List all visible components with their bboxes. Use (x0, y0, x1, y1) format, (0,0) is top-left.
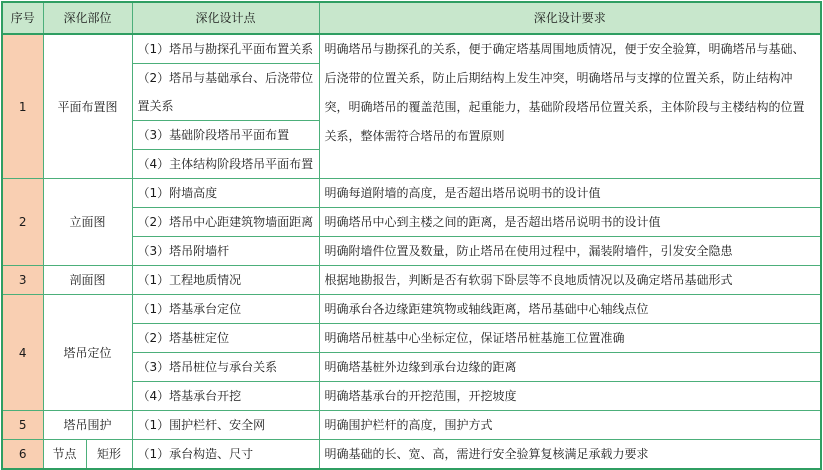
design-point: （4）主体结构阶段塔吊平面布置 (132, 150, 319, 179)
design-point: （3）塔吊桩位与承台关系 (132, 353, 319, 382)
design-requirement: 明确塔基桩外边缘到承台边缘的距离 (319, 353, 821, 382)
row-number: 1 (2, 34, 43, 179)
design-requirement: 明确塔基承台的开挖范围，开挖坡度 (319, 382, 821, 411)
design-point: （1）承台构造、尺寸 (132, 440, 319, 470)
row-number: 2 (2, 179, 43, 266)
table-row (2, 266, 821, 295)
design-requirement: 根据地勘报告，判断是否有软弱下卧层等不良地质情况以及确定塔吊基础形式 (319, 266, 821, 295)
row-number: 6 (2, 440, 43, 470)
header-part: 深化部位 (43, 2, 132, 34)
row-part: 节点 (43, 440, 86, 470)
row-part: 塔吊围护 (43, 411, 132, 440)
design-requirement: 明确围护栏杆的高度，围护方式 (319, 411, 821, 440)
row-number: 5 (2, 411, 43, 440)
design-point: （2）塔吊与基础承台、后浇带位置关系 (132, 64, 319, 121)
header-point: 深化设计点 (132, 2, 319, 34)
design-point: （1）塔基承台定位 (132, 295, 319, 324)
header-requirement: 深化设计要求 (319, 2, 821, 34)
design-requirement: 明确塔吊与勘探孔的关系，便于确定塔基周围地质情况，便于安全验算，明确塔吊与基础、后浇带的位置关系，防止后期结构上发生冲突，明确塔吊与支撑的位置关系，防止结构冲突，明确塔吊的覆盖范围，起重能力，基础阶段塔吊位置关系，主体阶段与主楼结构的位置关系，整体需符合塔吊的布置原则 (319, 34, 821, 179)
row-number: 4 (2, 295, 43, 411)
table-row (2, 411, 821, 440)
row-part: 剖面图 (43, 266, 132, 295)
row-part: 立面图 (43, 179, 132, 266)
row-part: 塔吊定位 (43, 295, 132, 411)
design-requirement: 明确塔吊桩基中心坐标定位，保证塔吊桩基施工位置准确 (319, 324, 821, 353)
design-point: （3）基础阶段塔吊平面布置 (132, 121, 319, 150)
row-part: 平面布置图 (43, 34, 132, 179)
design-requirement: 明确承台各边缘距建筑物或轴线距离，塔吊基础中心轴线点位 (319, 295, 821, 324)
table-row (2, 295, 821, 324)
design-requirement: 明确每道附墙的高度，是否超出塔吊说明书的设计值 (319, 179, 821, 208)
header-no: 序号 (2, 2, 43, 34)
design-point: （1）塔吊与勘探孔平面布置关系 (132, 34, 319, 64)
design-requirements-table (1, 1, 822, 470)
design-point: （1）附墙高度 (132, 179, 319, 208)
design-point: （2）塔吊中心距建筑物墙面距离 (132, 208, 319, 237)
table-row (2, 440, 821, 470)
design-requirement: 明确基础的长、宽、高，需进行安全验算复核满足承载力要求 (319, 440, 821, 470)
row-number: 3 (2, 266, 43, 295)
design-point: （1）围护栏杆、安全网 (132, 411, 319, 440)
design-point: （3）塔吊附墙杆 (132, 237, 319, 266)
design-point: （1）工程地质情况 (132, 266, 319, 295)
design-point: （2）塔基桩定位 (132, 324, 319, 353)
table-row (2, 179, 821, 208)
design-requirement: 明确塔吊中心到主楼之间的距离，是否超出塔吊说明书的设计值 (319, 208, 821, 237)
design-point: （4）塔基承台开挖 (132, 382, 319, 411)
design-requirement: 明确附墙件位置及数量，防止塔吊在使用过程中，漏装附墙件，引发安全隐患 (319, 237, 821, 266)
table-row (2, 34, 821, 64)
row-subpart: 矩形 (86, 440, 132, 470)
table-header-row (2, 2, 821, 34)
